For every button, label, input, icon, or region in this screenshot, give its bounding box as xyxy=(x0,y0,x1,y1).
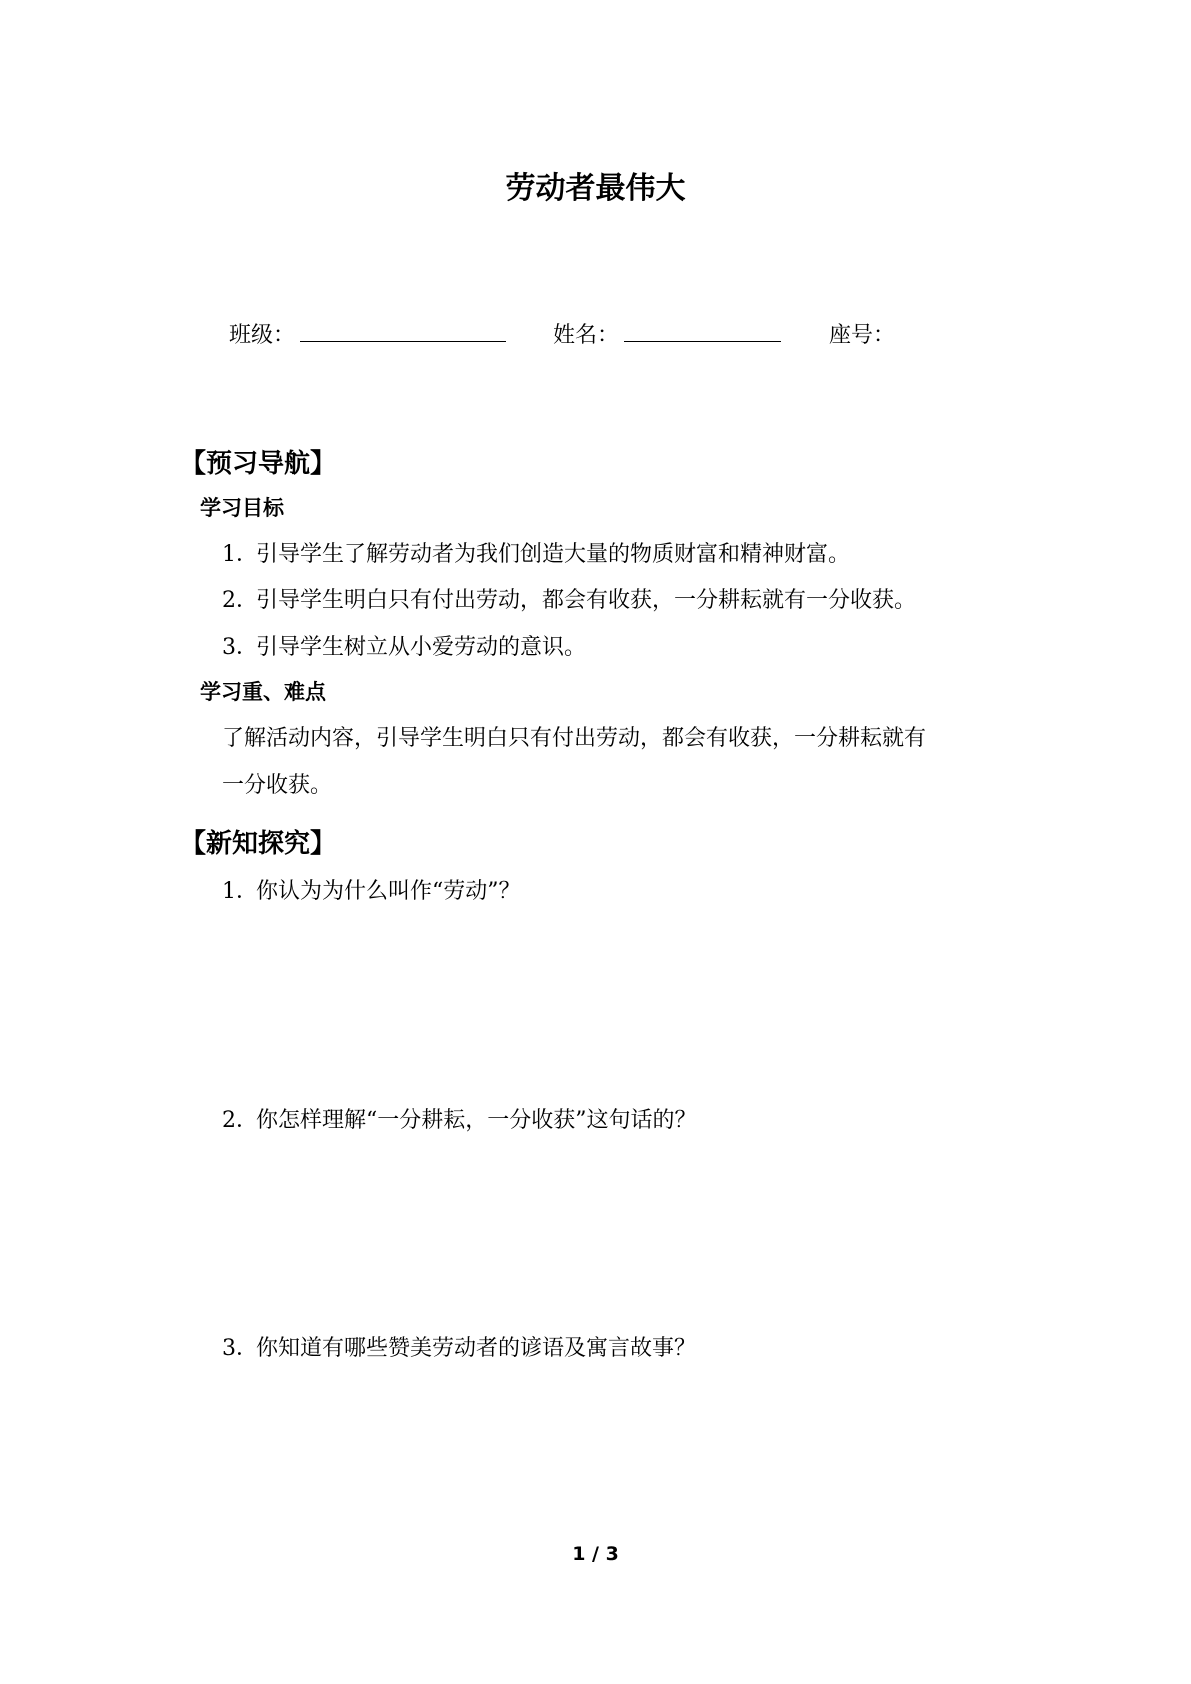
question-text: 你怎样理解“一分耕耘，一分收获”这句话的？ xyxy=(256,1108,697,1133)
goal-text: 引导学生了解劳动者为我们创造大量的物质财富和精神财富。 xyxy=(256,542,851,567)
name-label: 姓名： xyxy=(553,323,620,348)
class-label: 班级： xyxy=(229,323,296,348)
preview-heading: 【预习导航】 xyxy=(180,449,337,479)
goal-number: 1． xyxy=(222,542,258,567)
page-number: 1 / 3 xyxy=(572,1543,619,1565)
page-title: 劳动者最伟大 xyxy=(505,171,686,206)
question-item xyxy=(222,874,521,905)
goal-item xyxy=(222,537,850,568)
goal-item xyxy=(222,630,586,661)
key-points-line-2: 一分收获。 xyxy=(222,773,333,798)
goal-text: 引导学生树立从小爱劳动的意识。 xyxy=(256,635,587,660)
question-item xyxy=(222,1331,696,1362)
key-points-line-1: 了解活动内容，引导学生明白只有付出劳动，都会有收获，一分耕耘就有 xyxy=(222,726,927,751)
question-text: 你认为为什么叫作“劳动”？ xyxy=(256,879,521,904)
class-blank-line[interactable] xyxy=(300,341,506,342)
goal-item xyxy=(222,583,916,614)
seat-label: 座号： xyxy=(829,323,896,348)
goals-heading: 学习目标 xyxy=(200,496,284,520)
question-number: 2． xyxy=(222,1108,258,1133)
goal-number: 2． xyxy=(222,588,258,613)
question-text: 你知道有哪些赞美劳动者的谚语及寓言故事？ xyxy=(256,1336,697,1361)
question-number: 3． xyxy=(222,1336,258,1361)
question-item xyxy=(222,1103,697,1134)
key-points-heading: 学习重、难点 xyxy=(200,680,326,704)
goal-number: 3． xyxy=(222,635,258,660)
name-blank-line[interactable] xyxy=(624,341,781,342)
explore-heading: 【新知探究】 xyxy=(180,829,337,859)
question-number: 1． xyxy=(222,879,258,904)
goal-text: 引导学生明白只有付出劳动，都会有收获，一分耕耘就有一分收获。 xyxy=(256,588,917,613)
